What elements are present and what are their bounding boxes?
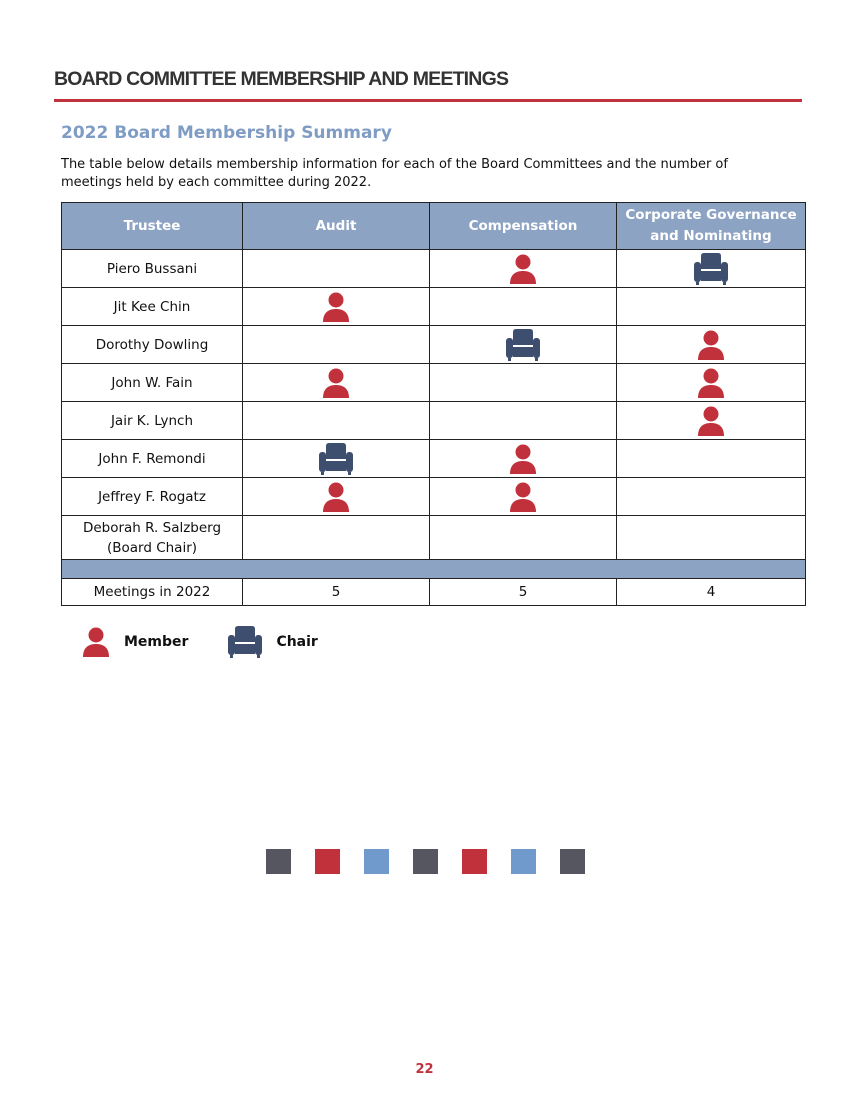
role-cell (617, 516, 806, 560)
page-header: BOARD COMMITTEE MEMBERSHIP AND MEETINGS (54, 68, 509, 90)
person-icon (697, 367, 725, 399)
role-cell (430, 516, 617, 560)
table-row (62, 478, 806, 516)
person-icon (322, 367, 350, 399)
table-row (62, 516, 806, 560)
decorative-squares (266, 849, 609, 874)
committee-table (61, 202, 806, 606)
table-row (62, 440, 806, 478)
meetings-count: 5 (430, 579, 617, 606)
header-governance: Corporate Governance and Nominating (617, 203, 806, 250)
role-cell (243, 402, 430, 440)
person-icon (697, 405, 725, 437)
trustee-name: Jair K. Lynch (62, 402, 243, 440)
armchair-icon (506, 329, 540, 361)
table-row (62, 288, 806, 326)
role-cell (243, 478, 430, 516)
trustee-name: Jit Kee Chin (62, 288, 243, 326)
table-header-row (62, 203, 806, 250)
role-cell (243, 326, 430, 364)
role-cell (617, 402, 806, 440)
meetings-count: 4 (617, 579, 806, 606)
role-cell (617, 288, 806, 326)
section-title: 2022 Board Membership Summary (61, 123, 392, 143)
role-cell (243, 250, 430, 288)
legend-member-label: Member (124, 634, 189, 650)
role-cell (243, 364, 430, 402)
decorative-square (511, 849, 536, 874)
spacer-cell (62, 560, 806, 579)
meetings-count: 5 (243, 579, 430, 606)
trustee-name: Deborah R. Salzberg (Board Chair) (62, 516, 243, 560)
decorative-square (413, 849, 438, 874)
decorative-square (266, 849, 291, 874)
decorative-square (315, 849, 340, 874)
legend-chair-label: Chair (276, 634, 318, 650)
role-cell (430, 402, 617, 440)
legend-chair (228, 626, 317, 658)
person-icon (509, 253, 537, 285)
role-cell (617, 440, 806, 478)
table-row (62, 364, 806, 402)
trustee-name: John W. Fain (62, 364, 243, 402)
intro-paragraph: The table below details membership information for each of the Board Committees and the number of meetings held by each committee during 2022. (61, 157, 728, 190)
role-cell (243, 440, 430, 478)
decorative-square (364, 849, 389, 874)
person-icon (509, 443, 537, 475)
header-audit: Audit (243, 203, 430, 250)
role-cell (430, 478, 617, 516)
table-row (62, 250, 806, 288)
role-cell (617, 250, 806, 288)
table-spacer-row (62, 560, 806, 579)
person-icon (322, 291, 350, 323)
trustee-name: Jeffrey F. Rogatz (62, 478, 243, 516)
role-cell (243, 516, 430, 560)
role-cell (430, 440, 617, 478)
meetings-label: Meetings in 2022 (62, 579, 243, 606)
header-rule (54, 99, 802, 102)
person-icon (697, 329, 725, 361)
role-cell (617, 478, 806, 516)
page-number: 22 (415, 1062, 434, 1077)
table-row (62, 326, 806, 364)
trustee-name: Piero Bussani (62, 250, 243, 288)
decorative-square (462, 849, 487, 874)
armchair-icon (228, 626, 262, 658)
header-compensation: Compensation (430, 203, 617, 250)
role-cell (617, 364, 806, 402)
role-cell (430, 250, 617, 288)
legend-member (82, 626, 188, 658)
armchair-icon (319, 443, 353, 475)
meetings-row (62, 579, 806, 606)
armchair-icon (694, 253, 728, 285)
decorative-square (560, 849, 585, 874)
table-row (62, 402, 806, 440)
legend (82, 626, 358, 658)
person-icon (322, 481, 350, 513)
person-icon (509, 481, 537, 513)
role-cell (617, 326, 806, 364)
role-cell (243, 288, 430, 326)
role-cell (430, 326, 617, 364)
header-trustee: Trustee (62, 203, 243, 250)
person-icon (82, 626, 110, 658)
trustee-name: Dorothy Dowling (62, 326, 243, 364)
role-cell (430, 364, 617, 402)
table-body (62, 250, 806, 606)
trustee-name: John F. Remondi (62, 440, 243, 478)
role-cell (430, 288, 617, 326)
